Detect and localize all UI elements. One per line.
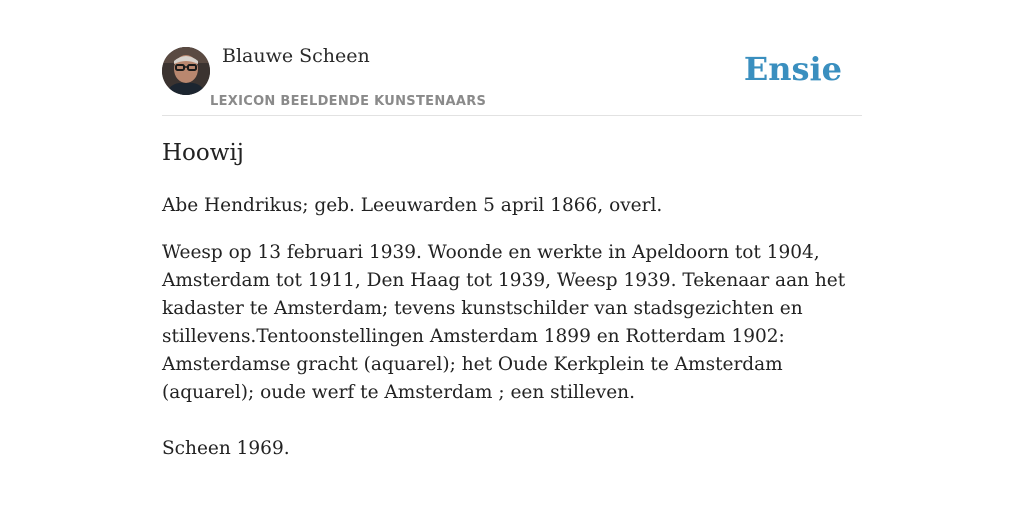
- article-paragraph-2: Weesp op 13 februari 1939. Woonde en werkte in Apeldoorn tot 1904, Amsterdam tot 1911, Den Haag tot 1939, Weesp 1939. Tekenaar aan het kadaster te Amsterdam; tevens kunstschilder van stadsgezichten en stillevens.Tentoonstellingen Amsterdam 1899 en Rotterdam 1902: Amsterdamse gracht (aquarel); het Oude Kerkplein te Amsterdam (aquarel); oude werf te Amsterdam ; een stilleven.: [162, 242, 846, 403]
- author-name[interactable]: Blauwe Scheen: [222, 45, 370, 67]
- author-avatar[interactable]: [162, 47, 210, 95]
- author-portrait-icon: [162, 47, 210, 95]
- article-paragraph-3: Scheen 1969.: [162, 438, 290, 459]
- page-title: Hoowij: [162, 140, 244, 166]
- page-container: [162, 0, 862, 459]
- brand-logo[interactable]: Ensie: [743, 50, 842, 88]
- article-paragraph-1: Abe Hendrikus; geb. Leeuwarden 5 april 1866, overl.: [162, 195, 663, 216]
- category-label[interactable]: LEXICON BEELDENDE KUNSTENAARS: [210, 94, 487, 109]
- header: [162, 0, 862, 116]
